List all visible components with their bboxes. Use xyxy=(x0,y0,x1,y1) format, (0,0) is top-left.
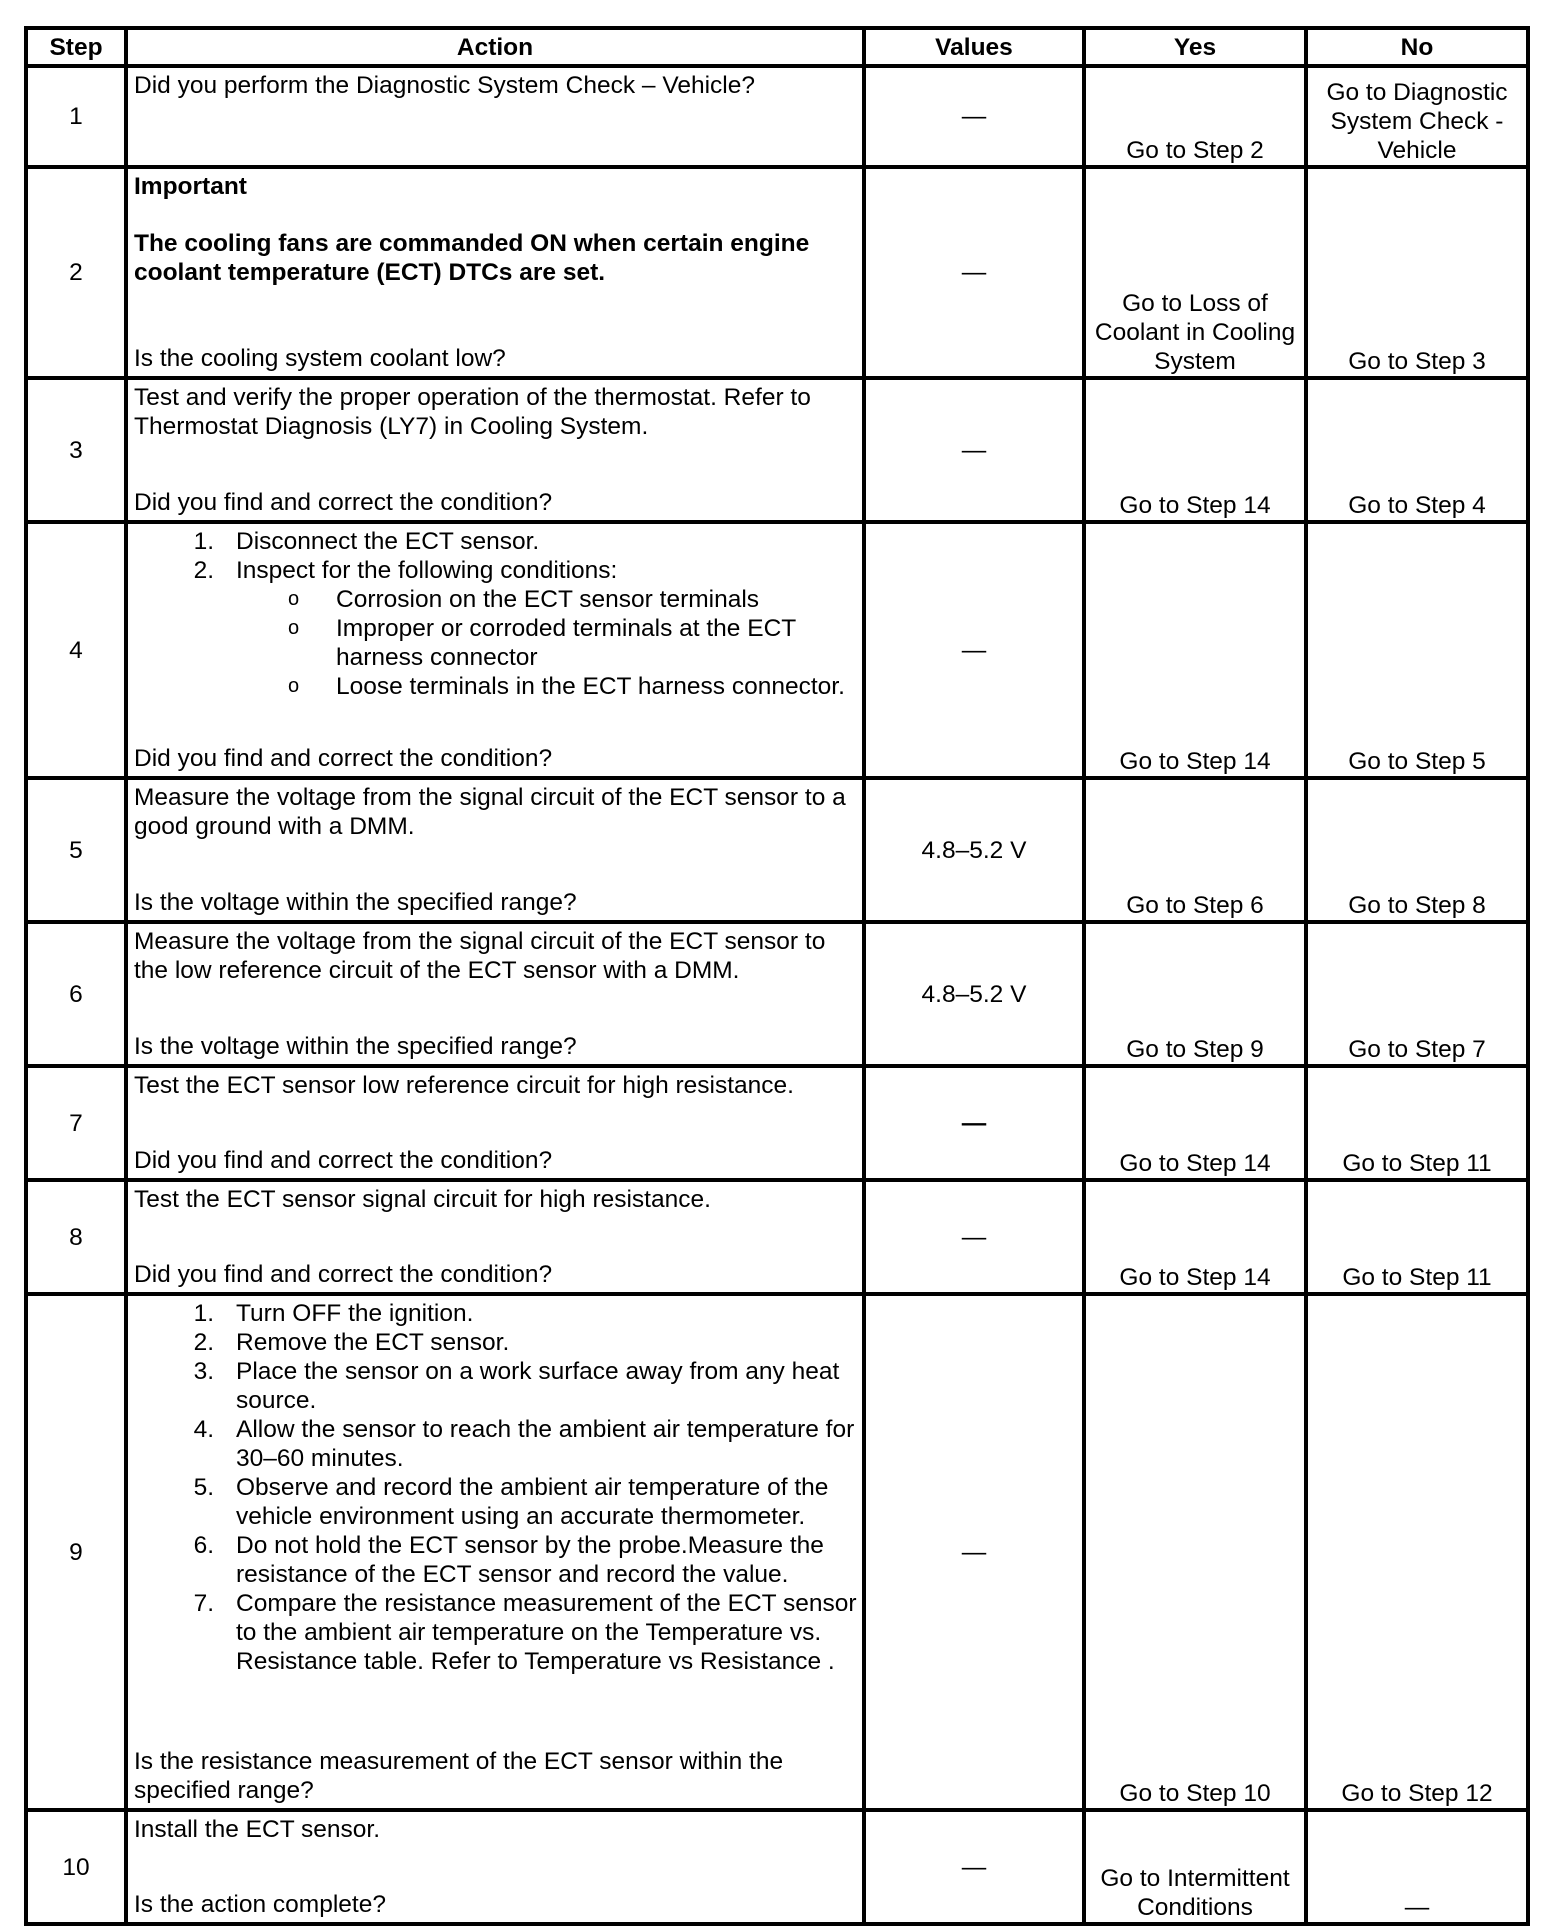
list-item: 5. Observe and record the ambient air temperature of the vehicle environment using an accurate thermometer. xyxy=(193,1474,829,1530)
yes-cell: Go to Step 10 xyxy=(1084,1294,1306,1810)
bullet-icon: o xyxy=(288,588,300,610)
table-row xyxy=(26,167,1528,378)
table-row xyxy=(26,378,1528,522)
list-item: 1. Disconnect the ECT sensor. xyxy=(193,528,540,555)
bullet-icon: o xyxy=(288,617,300,639)
no-cell: Go to Diagnostic System Check - Vehicle xyxy=(1306,66,1528,167)
values-cell: — xyxy=(864,167,1084,378)
yes-cell: Go to Step 14 xyxy=(1084,378,1306,522)
action-text: Test the ECT sensor signal circuit for high resistance. xyxy=(134,1186,711,1213)
values-cell: — xyxy=(864,1180,1084,1294)
header-values: Values xyxy=(864,28,1084,66)
action-question: Is the voltage within the specified range? xyxy=(134,1033,577,1060)
step-number: 9 xyxy=(26,1294,126,1810)
sub-list-item: o Loose terminals in the ECT harness connector. xyxy=(288,673,845,700)
yes-cell: Go to Intermittent Conditions xyxy=(1084,1810,1306,1924)
step-number: 5 xyxy=(26,778,126,922)
action-question: Did you find and correct the condition? xyxy=(134,489,553,516)
step-number: 1 xyxy=(26,66,126,167)
action-cell xyxy=(126,1294,864,1810)
list-item: 4. Allow the sensor to reach the ambient air temperature for 30–60 minutes. xyxy=(193,1416,855,1472)
action-question: Is the action complete? xyxy=(134,1891,386,1918)
table-row xyxy=(26,922,1528,1066)
values-cell: — xyxy=(864,66,1084,167)
yes-cell: Go to Step 2 xyxy=(1084,66,1306,167)
diagnostic-table xyxy=(24,26,1530,1926)
yes-cell: Go to Step 14 xyxy=(1084,1180,1306,1294)
values-cell: — xyxy=(864,1066,1084,1180)
header-row xyxy=(26,28,1528,66)
no-cell: Go to Step 12 xyxy=(1306,1294,1528,1810)
table-row xyxy=(26,522,1528,778)
action-question: Did you find and correct the condition? xyxy=(134,1261,553,1288)
table-row xyxy=(26,778,1528,922)
yes-cell: Go to Loss of Coolant in Cooling System xyxy=(1084,167,1306,378)
action-text: Measure the voltage from the signal circuit of the ECT sensor to the low reference circuit of the ECT sensor with a DMM. xyxy=(134,928,826,984)
important-label: Important xyxy=(134,173,247,200)
action-question: Did you find and correct the condition? xyxy=(134,1147,553,1174)
action-question: Did you find and correct the condition? xyxy=(134,745,553,772)
list-item: 2. Remove the ECT sensor. xyxy=(193,1329,510,1356)
action-question: Is the resistance measurement of the ECT sensor within the specified range? xyxy=(134,1748,784,1804)
step-number: 3 xyxy=(26,378,126,522)
action-cell xyxy=(126,378,864,522)
action-cell xyxy=(126,922,864,1066)
values-cell: — xyxy=(864,1294,1084,1810)
yes-cell: Go to Step 6 xyxy=(1084,778,1306,922)
no-cell: Go to Step 11 xyxy=(1306,1066,1528,1180)
sub-list-item: o Corrosion on the ECT sensor terminals xyxy=(288,586,760,613)
no-cell: Go to Step 7 xyxy=(1306,922,1528,1066)
action-cell xyxy=(126,1810,864,1924)
step-number: 8 xyxy=(26,1180,126,1294)
sub-list-item: o Improper or corroded terminals at the ECT harness connector xyxy=(288,615,796,671)
action-text: Test and verify the proper operation of the thermostat. Refer to Thermostat Diagnosis (LY7) in Cooling System. xyxy=(134,384,811,440)
action-cell xyxy=(126,66,864,167)
no-cell: — xyxy=(1306,1810,1528,1924)
header-yes: Yes xyxy=(1084,28,1306,66)
header-step: Step xyxy=(26,28,126,66)
table-row xyxy=(26,66,1528,167)
table-row xyxy=(26,1294,1528,1810)
values-cell: — xyxy=(864,378,1084,522)
action-text: Install the ECT sensor. xyxy=(134,1816,381,1843)
action-text: Test the ECT sensor low reference circuit for high resistance. xyxy=(134,1072,794,1099)
action-cell xyxy=(126,778,864,922)
action-text: Did you perform the Diagnostic System Check – Vehicle? xyxy=(134,72,755,99)
numbered-list xyxy=(134,527,858,701)
action-cell xyxy=(126,522,864,778)
no-cell: Go to Step 11 xyxy=(1306,1180,1528,1294)
table-row xyxy=(26,1810,1528,1924)
values-cell: 4.8–5.2 V xyxy=(864,778,1084,922)
no-cell: Go to Step 3 xyxy=(1306,167,1528,378)
step-number: 7 xyxy=(26,1066,126,1180)
yes-cell: Go to Step 14 xyxy=(1084,1066,1306,1180)
numbered-list xyxy=(134,1299,858,1676)
step-number: 2 xyxy=(26,167,126,378)
header-action: Action xyxy=(126,28,864,66)
step-number: 4 xyxy=(26,522,126,778)
values-cell: — xyxy=(864,1810,1084,1924)
action-question: Is the voltage within the specified range? xyxy=(134,889,577,916)
no-cell: Go to Step 5 xyxy=(1306,522,1528,778)
bullet-icon: o xyxy=(288,675,300,697)
action-cell xyxy=(126,1180,864,1294)
sub-list xyxy=(236,585,858,701)
list-item: 1. Turn OFF the ignition. xyxy=(193,1300,474,1327)
step-number: 10 xyxy=(26,1810,126,1924)
important-text: The cooling fans are commanded ON when certain engine coolant temperature (ECT) DTCs are set. xyxy=(134,230,810,286)
list-item: 6. Do not hold the ECT sensor by the probe.Measure the resistance of the ECT sensor and record the value. xyxy=(193,1532,824,1588)
no-cell: Go to Step 8 xyxy=(1306,778,1528,922)
values-cell: 4.8–5.2 V xyxy=(864,922,1084,1066)
yes-cell: Go to Step 9 xyxy=(1084,922,1306,1066)
list-item: 2. Inspect for the following conditions: o Corrosion on the ECT sensor terminals o Improper or corroded terminals at the ECT harness connector o Loose terminals in the ECT harness connector. xyxy=(134,556,858,701)
action-cell xyxy=(126,1066,864,1180)
header-no: No xyxy=(1306,28,1528,66)
action-question: Is the cooling system coolant low? xyxy=(134,345,506,372)
no-cell: Go to Step 4 xyxy=(1306,378,1528,522)
action-text: Measure the voltage from the signal circuit of the ECT sensor to a good ground with a DMM. xyxy=(134,784,846,840)
list-item: 7. Compare the resistance measurement of the ECT sensor to the ambient air temperature on the Temperature vs. Resistance table. Refer to Temperature vs Resistance . xyxy=(193,1590,857,1675)
table-row xyxy=(26,1066,1528,1180)
step-number: 6 xyxy=(26,922,126,1066)
action-cell xyxy=(126,167,864,378)
values-cell: — xyxy=(864,522,1084,778)
table-row xyxy=(26,1180,1528,1294)
list-item: 3. Place the sensor on a work surface away from any heat source. xyxy=(193,1358,840,1414)
yes-cell: Go to Step 14 xyxy=(1084,522,1306,778)
